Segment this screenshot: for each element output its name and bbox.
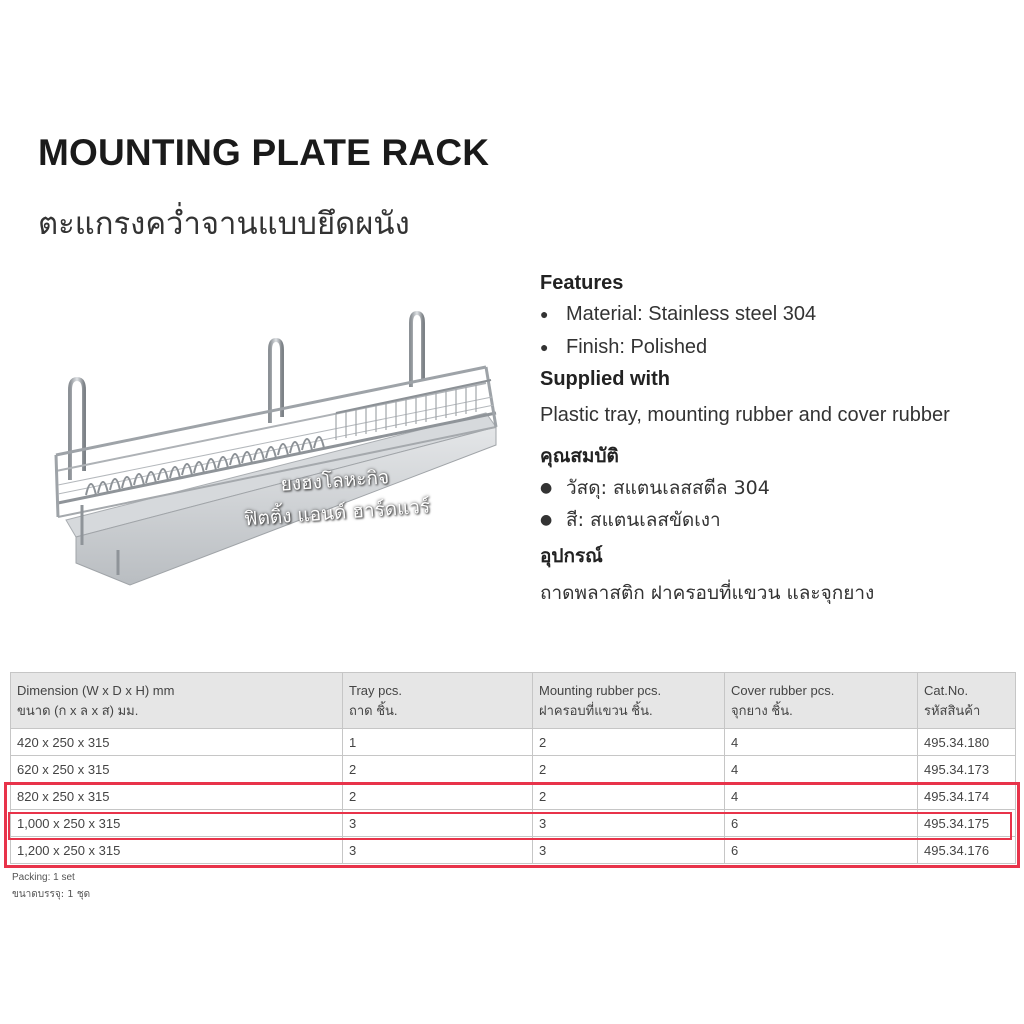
- header-en: Mounting rubber pcs.: [539, 682, 662, 698]
- header-en: Tray pcs.: [349, 682, 402, 698]
- bullet-icon: ●: [540, 306, 549, 323]
- packing-info: [12, 869, 90, 903]
- features-heading: Features: [540, 272, 624, 294]
- cell-dimension: 420 x 250 x 315: [11, 729, 343, 756]
- cell-cat-no: 495.34.176: [918, 837, 1016, 864]
- table-header-row: [11, 673, 1016, 729]
- feature-item-thai: [540, 504, 1020, 536]
- cell-dimension: 620 x 250 x 315: [11, 756, 343, 783]
- cell-mounting-rubber: 3: [533, 810, 725, 837]
- feature-item-thai-label: วัสดุ: สแตนเลสสตีล 304: [566, 477, 770, 499]
- cell-tray: 2: [343, 783, 533, 810]
- cell-cover-rubber: 6: [725, 810, 918, 837]
- column-header-cat-no: [918, 673, 1016, 729]
- header-th: จุกยาง ชิ้น.: [731, 702, 793, 718]
- column-header-mounting-rubber: [533, 673, 725, 729]
- cell-cat-no: 495.34.174: [918, 783, 1016, 810]
- feature-item-thai-label: สี: สแตนเลสขัดเงา: [566, 509, 721, 531]
- watermark-line-2: ฟิตติ้ง แอนด์ ฮาร์ดแวร์: [243, 495, 431, 531]
- page-title: MOUNTING PLATE RACK: [38, 132, 490, 173]
- bullet-icon: ●: [540, 339, 549, 356]
- supplied-with-heading-thai: อุปกรณ์: [540, 545, 603, 567]
- cell-cat-no: 495.34.173: [918, 756, 1016, 783]
- feature-item-thai: [540, 472, 1020, 504]
- cell-tray: 3: [343, 810, 533, 837]
- cell-dimension: 1,200 x 250 x 315: [11, 837, 343, 864]
- header-th: ถาด ชิ้น.: [349, 702, 398, 718]
- spec-table: [10, 672, 1016, 864]
- feature-item-label: Material: Stainless steel 304: [566, 303, 817, 325]
- header-th: ฝาครอบที่แขวน ชิ้น.: [539, 702, 653, 718]
- column-header-dimension: [11, 673, 343, 729]
- cell-cat-no: 495.34.180: [918, 729, 1016, 756]
- bullet-icon: ●: [540, 480, 553, 496]
- cell-tray: 3: [343, 837, 533, 864]
- cell-mounting-rubber: 3: [533, 837, 725, 864]
- cell-cover-rubber: 6: [725, 837, 918, 864]
- page-subtitle-thai: ตะแกรงคว่ำจานแบบยึดผนัง: [38, 206, 410, 242]
- table-row: [11, 783, 1016, 810]
- packing-th: ขนาดบรรจุ: 1 ชุด: [12, 889, 91, 900]
- plate-rack-product-image: [46, 305, 506, 595]
- cell-dimension: 1,000 x 250 x 315: [11, 810, 343, 837]
- cell-mounting-rubber: 2: [533, 783, 725, 810]
- cell-cover-rubber: 4: [725, 783, 918, 810]
- supplied-with-text: Plastic tray, mounting rubber and cover rubber: [540, 404, 950, 426]
- cell-cat-no: 495.34.175: [918, 810, 1016, 837]
- features-heading-thai: คุณสมบัติ: [540, 445, 619, 467]
- supplied-with-heading: Supplied with: [540, 368, 670, 390]
- header-th: ขนาด (ก x ล x ส) มม.: [17, 702, 139, 718]
- feature-item-label: Finish: Polished: [566, 336, 708, 358]
- supplied-with-text-thai: ถาดพลาสติก ฝาครอบที่แขวน และจุกยาง: [540, 582, 875, 604]
- column-header-cover-rubber: [725, 673, 918, 729]
- column-header-tray: [343, 673, 533, 729]
- cell-cover-rubber: 4: [725, 729, 918, 756]
- header-en: Dimension (W x D x H) mm: [17, 682, 175, 698]
- cell-cover-rubber: 4: [725, 756, 918, 783]
- table-row: [11, 756, 1016, 783]
- cell-dimension: 820 x 250 x 315: [11, 783, 343, 810]
- feature-item: [540, 298, 1020, 331]
- cell-tray: 2: [343, 756, 533, 783]
- header-en: Cover rubber pcs.: [731, 682, 835, 698]
- watermark-line-1: ยงฮงโลหะกิจ: [279, 466, 390, 496]
- feature-item: [540, 331, 1020, 364]
- features-panel: [540, 268, 1020, 612]
- bullet-icon: ●: [540, 512, 553, 528]
- cell-mounting-rubber: 2: [533, 756, 725, 783]
- cell-tray: 1: [343, 729, 533, 756]
- table-row: [11, 729, 1016, 756]
- packing-en: Packing: 1 set: [12, 872, 75, 883]
- header-th: รหัสสินค้า: [924, 702, 981, 718]
- table-row: [11, 810, 1016, 837]
- table-row: [11, 837, 1016, 864]
- header-en: Cat.No.: [924, 682, 969, 698]
- cell-mounting-rubber: 2: [533, 729, 725, 756]
